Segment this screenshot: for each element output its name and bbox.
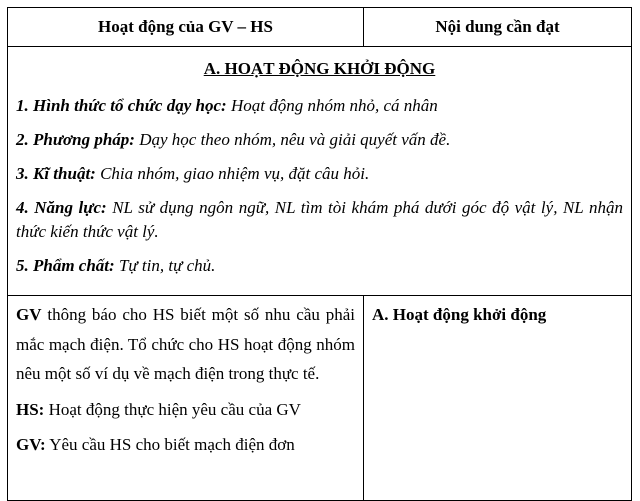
section-item (16, 128, 623, 152)
item-text: Dạy học theo nhóm, nêu và giải quyết vấn đề. (134, 130, 451, 149)
item-label: 3. Kĩ thuật: (16, 164, 96, 183)
header-activity: Hoạt động của GV – HS (8, 8, 364, 47)
activity-text: thông báo cho HS biết một số nhu cầu phải mắc mạch điện. Tổ chức cho HS hoạt động nhóm nêu một số ví dụ về mạch điện trong thực tế. (16, 305, 355, 383)
content-cell (364, 296, 632, 501)
section-item (16, 162, 623, 186)
table-header-row (8, 8, 632, 47)
section-row (8, 47, 632, 296)
item-label: 1. Hình thức tổ chức dạy học: (16, 96, 227, 115)
section-title: A. HOẠT ĐỘNG KHỞI ĐỘNG (203, 59, 436, 78)
section-item (16, 254, 623, 278)
item-text: Chia nhóm, giao nhiệm vụ, đặt câu hỏi. (95, 164, 370, 183)
activity-paragraph (16, 395, 355, 425)
item-label: 4. Năng lực: (16, 198, 107, 217)
header-content: Nội dung cần đạt (364, 8, 632, 47)
activity-cell (8, 296, 364, 501)
item-text: Tự tin, tự chủ. (114, 256, 216, 275)
body-row (8, 296, 632, 501)
activity-paragraph (16, 430, 355, 460)
lesson-table (7, 7, 632, 501)
activity-paragraph (16, 300, 355, 389)
content-heading: A. Hoạt động khởi động (372, 305, 547, 324)
role-label: HS: (16, 399, 45, 419)
section-cell (8, 47, 632, 296)
role-label: GV (16, 305, 42, 324)
activity-text: Hoạt động thực hiện yêu cầu của GV (44, 399, 301, 419)
item-text: Hoạt động nhóm nhỏ, cá nhân (226, 96, 438, 115)
item-text: NL sử dụng ngôn ngữ, NL tìm tòi khám phá dưới góc độ vật lý, NL nhận thức kiến thức vật lý. (16, 198, 623, 241)
item-label: 2. Phương pháp: (16, 130, 135, 149)
section-item (16, 196, 623, 244)
activity-text: Yêu cầu HS cho biết mạch điện đơn (45, 435, 295, 454)
item-label: 5. Phẩm chất: (16, 256, 115, 275)
section-item (16, 94, 623, 118)
role-label: GV: (16, 435, 46, 454)
